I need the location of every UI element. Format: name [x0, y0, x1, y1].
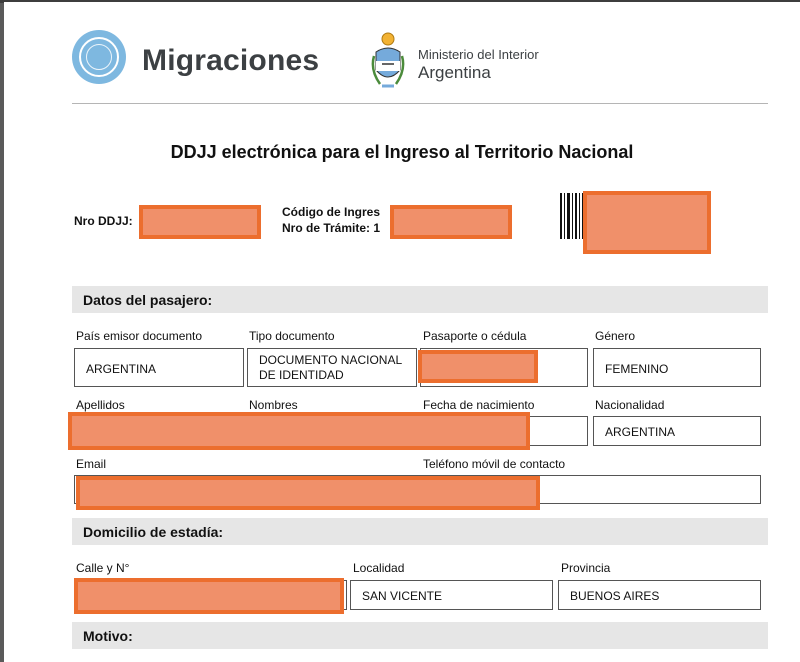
section-domicilio [72, 518, 768, 545]
telefono-label: Teléfono móvil de contacto [423, 457, 566, 471]
localidad-field [350, 580, 553, 610]
nro-tramite-label: Nro de Trámite: 1 [282, 221, 381, 235]
section-title-motivo: Motivo: [83, 628, 133, 644]
fecha-nacimiento-label: Fecha de nacimiento [423, 398, 535, 412]
redaction-barcode [583, 191, 711, 254]
nro-ddjj-label: Nro DDJJ: [74, 214, 133, 228]
genero-field [593, 348, 761, 387]
redaction-nro-ddjj [139, 205, 261, 239]
migraciones-brand: Migraciones [142, 44, 320, 77]
genero-label: Género [595, 329, 636, 343]
ministry-name: Ministerio del Interior [418, 47, 539, 62]
pais-emisor-label: País emisor documento [76, 329, 203, 343]
codigo-ingreso-label: Código de Ingres [282, 205, 381, 219]
section-title-pasajero: Datos del pasajero: [83, 292, 213, 308]
migraciones-globe-icon [72, 30, 126, 84]
section-motivo [72, 622, 768, 649]
document-page [4, 2, 800, 662]
tipo-documento-value-line1: DOCUMENTO NACIONAL [259, 353, 403, 367]
provincia-label: Provincia [561, 561, 611, 575]
nacionalidad-field [593, 416, 761, 446]
tipo-documento-field [247, 348, 417, 387]
redaction-calle [74, 578, 344, 614]
nacionalidad-label: Nacionalidad [595, 398, 665, 412]
ministry-country: Argentina [418, 63, 491, 82]
section-title-domicilio: Domicilio de estadía: [83, 524, 224, 540]
nombres-label: Nombres [249, 398, 298, 412]
header-divider [72, 103, 768, 104]
genero-value: FEMENINO [605, 362, 669, 376]
email-label: Email [76, 457, 107, 471]
document-title: DDJJ electrónica para el Ingreso al Territorio Nacional [170, 142, 634, 162]
tipo-documento-value-line2: DE IDENTIDAD [259, 368, 344, 382]
redaction-pasaporte [418, 350, 538, 383]
provincia-value: BUENOS AIRES [570, 589, 660, 603]
redaction-email [76, 476, 540, 510]
section-datos-pasajero [72, 286, 768, 313]
pasaporte-label: Pasaporte o cédula [423, 329, 527, 343]
redaction-apellidos-nombres [68, 412, 530, 450]
localidad-label: Localidad [353, 561, 405, 575]
calle-label: Calle y N° [76, 561, 130, 575]
pais-emisor-value: ARGENTINA [86, 362, 157, 376]
tipo-documento-label: Tipo documento [249, 329, 335, 343]
apellidos-label: Apellidos [76, 398, 125, 412]
provincia-field [558, 580, 761, 610]
argentina-coat-of-arms-icon [370, 30, 406, 92]
pais-emisor-field [74, 348, 244, 387]
nacionalidad-value: ARGENTINA [605, 425, 676, 439]
redaction-codigo-ingreso [390, 205, 512, 239]
localidad-value: SAN VICENTE [362, 589, 443, 603]
